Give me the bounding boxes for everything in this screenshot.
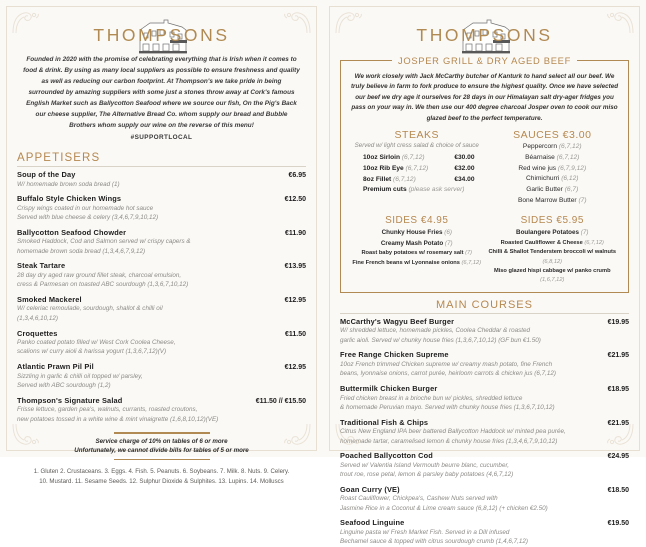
- steak-allergens: (6,7,12): [403, 164, 429, 172]
- menu-item-price: €12.95: [284, 364, 306, 372]
- side-allergens: (6,7,12): [582, 239, 604, 246]
- menu-item-price: €19.50: [607, 520, 629, 528]
- menu-item-row: [340, 350, 629, 359]
- main-courses-list: [340, 317, 629, 547]
- appetisers-list: [17, 170, 306, 424]
- sauce-allergens: (6,7): [562, 185, 579, 193]
- sauce-name: Peppercorn: [522, 143, 558, 151]
- sauces-list: [485, 142, 621, 206]
- sauces-column: [485, 129, 621, 206]
- sides-right-column: [485, 211, 621, 286]
- note-divider-bottom: [114, 459, 210, 461]
- note-divider-top: [114, 432, 210, 434]
- josper-description: We work closely with Jack McCarthy butcher of Kanturk to hand select all our beef. We truly believe in farm to fork produce to ensure the highest quality. Once we have selected our beef we dry age it ourselves for 28 days in our Himalayan salt dry-ager fridges you pass on your way in. We then use our 400 degree charcoal Josper oven to cook our miso glazed beef to the perfect temperature.: [350, 73, 619, 122]
- appetisers-divider: [17, 166, 306, 167]
- menu-item: [17, 194, 306, 222]
- menu-item-name: Poached Ballycotton Cod: [340, 451, 433, 461]
- steaks-subheading: Served w/ light cress salad & choice of sauce: [354, 142, 479, 150]
- intro-paragraph: [17, 54, 306, 143]
- sauce-allergens: (6,12): [559, 175, 579, 183]
- menu-item-price: €19.95: [607, 318, 629, 326]
- menu-item-description: Frisse lettuce, garden pea's, walnuts, currants, roasted croutons, new potatoes tossed in a white wine & mint vinaigrette (1,6,8,10,12)(VE): [17, 406, 219, 423]
- menu-item-price: €21.95: [607, 352, 629, 360]
- josper-title-row: [341, 55, 628, 66]
- side-row: [485, 267, 621, 286]
- menu-item: [340, 350, 629, 378]
- service-charge-note: Service charge of 10% on tables of 6 or more: [95, 437, 228, 445]
- intro-text: Founded in 2020 with the promise of celebrating everything that is Irish when it comes to food & drink. By using as many local suppliers as possible to ensure freshness and quality as well as reducing our carbon footprint. At Thompson's we take pride in being surrounded by amazing suppliers with some just a stones throw away at Cork's famous English Market such as Ballycotton Seafood where we source our fish, On the Pig's Back our cheese supplier, The Alternative Bread Co. whom supply our bread and Bubble Brothers whom supply our wine on the reverse of this menu!: [23, 56, 300, 130]
- menu-item-name: Thompson's Signature Salad: [17, 395, 123, 405]
- sauce-name: Chimichurri: [526, 175, 560, 183]
- menu-item-name: Soup of the Day: [17, 170, 76, 180]
- side-row: [485, 228, 621, 238]
- side-allergens: (6,7,12): [459, 259, 482, 266]
- josper-grill-panel: [340, 55, 629, 293]
- menu-item-row: [17, 295, 306, 304]
- menu-item: [17, 228, 306, 256]
- steak-name: Premium cuts (please ask server): [363, 186, 465, 194]
- menu-item-name: McCarthy's Wagyu Beef Burger: [340, 316, 455, 326]
- menu-item-row: [17, 170, 306, 179]
- menu-item-price: €11.50: [284, 330, 306, 338]
- allergen-line-1: 1. Gluten 2. Crustaceans. 3. Eggs. 4. Fish. 5. Peanuts. 6. Soybeans. 7. Milk. 8. Nuts. 9. Celery.: [33, 468, 290, 476]
- sauce-name: Bone Marrow Butter: [517, 196, 577, 204]
- menu-item-price: €6.95: [288, 172, 306, 180]
- steaks-column: [349, 129, 485, 206]
- side-name: Chunky House Fries: [381, 229, 443, 237]
- service-note-block: [17, 432, 306, 460]
- sides-right-heading: SIDES €5.95: [520, 215, 584, 227]
- steak-price: €30.00: [454, 154, 475, 162]
- sides-left-list: [349, 228, 485, 268]
- steaks-list: [349, 153, 485, 196]
- sauce-name: Béarnaise: [525, 153, 555, 161]
- side-allergens: (7): [463, 250, 473, 257]
- steak-row: [349, 153, 485, 164]
- steak-row: [349, 175, 485, 186]
- menu-item-row: [340, 485, 629, 494]
- steak-row: [349, 164, 485, 175]
- menu-item-price: €18.50: [607, 486, 629, 494]
- allergen-line-2: 10. Mustard. 11. Sesame Seeds. 12. Sulphur Dioxide & Sulphites. 13. Lupins. 14. Molluscs: [39, 478, 284, 486]
- menu-item-row: [17, 329, 306, 338]
- menu-item-name: Traditional Fish & Chips: [340, 417, 429, 427]
- menu-item-description: W/ shredded lettuce, homemade pickles, Coolea Cheddar & roasted garlic aioli. Served w/ chunky house fries (1,3,6,7,10,12) (GF bun €1.50): [340, 327, 541, 344]
- brand-logo: [340, 15, 629, 55]
- allergen-legend: [17, 467, 306, 487]
- menu-item-row: [17, 261, 306, 270]
- menu-item-description: 28 day dry aged raw ground fillet steak, charcoal emulsion, cress & Parmesan on toasted ABC sourdough (1,3,6,7,10,12): [17, 271, 189, 289]
- main-courses-heading: MAIN COURSES: [436, 298, 533, 311]
- side-row: [349, 249, 485, 258]
- sides-columns: [349, 211, 620, 286]
- side-name: Roasted Cauliflower & Cheese: [500, 239, 583, 246]
- menu-item: [340, 418, 629, 446]
- menu-item-description: W/ celeriac remoulade, sourdough, shallot & chilli oil (1,3,4,6,10,12): [17, 305, 163, 322]
- sauce-row: [485, 164, 621, 175]
- menu-item-row: [17, 228, 306, 237]
- side-allergens: (7): [579, 229, 589, 237]
- main-courses-divider: [340, 313, 629, 314]
- menu-item-description: Panko coated potato filled w/ West Cork Coolea Cheese, scalions w/ curry aioli & harissa yogurt (1,3,6,7,12)(V): [17, 339, 176, 356]
- sides-left-column: [349, 211, 485, 286]
- menu-item-price: €12.95: [284, 296, 306, 304]
- menu-item-name: Buttermilk Chicken Burger: [340, 384, 438, 394]
- side-row: [349, 239, 485, 249]
- menu-item: [340, 384, 629, 412]
- menu-item-description: Sizzling in garlic & chilli oil topped w/ parsley, Served with ABC sourdough (1,2): [17, 372, 143, 389]
- menu-item: [340, 518, 629, 546]
- sides-right-list: [485, 228, 621, 286]
- sauce-row: [485, 174, 621, 185]
- menu-item-price: €13.95: [284, 263, 306, 271]
- sauce-name: Red wine jus: [518, 164, 557, 172]
- menu-item-name: Free Range Chicken Supreme: [340, 350, 449, 360]
- menu-item-row: [340, 317, 629, 326]
- menu-item-description: 10oz French trimmed Chicken supreme w/ creamy mash potato, fine French beans, lyonnaise onions, carrot purée, heirloom carrots & chicken jus (6,7,12): [340, 360, 556, 378]
- sauces-heading: SAUCES €3.00: [513, 129, 592, 142]
- steak-name: 10oz Rib Eye (6,7,12): [363, 164, 429, 172]
- steak-price: €32.00: [454, 164, 475, 172]
- sauce-allergens: (6,7,9,12): [556, 164, 587, 172]
- side-allergens: (6,8,12): [542, 258, 563, 265]
- menu-item-description: Citrus New England IPA beer battered Ballycotton Haddock w/ minted pea purée, homemade tartar, caramelised lemon & chunky house fries (1,3,4,6,7,9,10,12): [340, 428, 566, 445]
- menu-item-row: [340, 451, 629, 460]
- menu-item-name: Ballycotton Seafood Chowder: [17, 227, 127, 237]
- side-row: [349, 259, 485, 268]
- steak-price: €34.00: [454, 175, 475, 183]
- brand-logo: [17, 15, 306, 55]
- menu-item: [340, 451, 629, 479]
- menu-item-name: Smoked Mackerel: [17, 294, 82, 304]
- menu-item-price: €21.95: [607, 419, 629, 427]
- appetisers-heading: APPETISERS: [17, 152, 101, 165]
- menu-item-name: Seafood Linguine: [340, 518, 405, 528]
- sauce-row: [485, 196, 621, 207]
- menu-item: [340, 317, 629, 345]
- side-name: Chilli & Shallot Tenderstem broccoli w/ walnuts: [488, 249, 617, 256]
- brand-name: THOMPSONS: [93, 25, 230, 45]
- menu-item-description: W/ homemade brown soda bread (1): [17, 180, 120, 188]
- sauce-allergens: (7): [576, 196, 587, 204]
- menu-item-price: €18.95: [607, 386, 629, 394]
- side-allergens: (1,6,7,12): [540, 277, 565, 284]
- side-row: [349, 228, 485, 238]
- sauce-row: [485, 185, 621, 196]
- menu-item: [17, 295, 306, 323]
- sauce-row: [485, 142, 621, 153]
- menu-item-row: [17, 194, 306, 203]
- side-row: [485, 239, 621, 248]
- menu-item: [17, 261, 306, 289]
- left-menu-page: [0, 0, 323, 486]
- menu-item-row: [340, 518, 629, 527]
- menu-item-description: Served w/ Valentia Island Vermouth beurre blanc, cucumber, trout roe, rose petal, lemon & parsley baby potatoes (4,6,7,12): [340, 461, 514, 479]
- menu-item-price: €11.50 // €15.50: [255, 397, 306, 405]
- menu-item-name: Croquettes: [17, 328, 58, 338]
- steak-allergens: (please ask server): [406, 186, 465, 194]
- side-name: Boulangere Potatoes: [516, 229, 580, 237]
- sauce-row: [485, 153, 621, 164]
- side-name: Fine French beans w/ Lyonnaise onions: [352, 259, 460, 266]
- menu-item-row: [340, 384, 629, 393]
- josper-heading: JOSPER GRILL & DRY AGED BEEF: [392, 55, 577, 66]
- menu-item-description: Linguine pasta w/ Fresh Market Fish. Served in a Dill infused Bechamel sauce & topped with citrus sourdough crumb (1,4,6,7,12): [340, 528, 528, 546]
- menu-item-description: Fried chicken breast in a brioche bun w/ pickles, shredded lettuce & homemade Peruvian mayo. Served with chunky house fries (1,3,6,7,10,12): [340, 394, 555, 411]
- menu-item: [340, 485, 629, 513]
- menu-item: [17, 396, 306, 424]
- steaks-heading: STEAKS: [394, 129, 439, 142]
- sides-left-heading: SIDES €4.95: [385, 215, 449, 227]
- menu-item-description: Roast Cauliflower, Chickpea's, Cashew Nuts served with Jasmine Rice in a Coconut & Lime cream sauce (6,8,12) (+ chicken €2.50): [340, 495, 548, 512]
- title-rule-right: [582, 60, 616, 61]
- steaks-and-sauces-columns: [349, 129, 620, 206]
- menu-item-name: Steak Tartare: [17, 261, 66, 271]
- side-allergens: (7): [443, 239, 453, 247]
- right-page-frame: [329, 6, 640, 546]
- brand-name: THOMPSONS: [416, 25, 553, 45]
- sauce-name: Garlic Butter: [526, 185, 563, 193]
- menu-item-name: Goan Curry (VE): [340, 484, 400, 494]
- menu-item: [17, 170, 306, 189]
- menu-item-description: Crispy wings coated in our homemade hot sauce Served with blue cheese & celery (3,4,6,7,9,10,12): [17, 204, 159, 222]
- side-row: [485, 248, 621, 267]
- side-name: Roast baby potatoes w/ rosemary salt: [361, 250, 464, 257]
- steak-name: 10oz Sirloin (6,7,12): [363, 154, 425, 162]
- right-menu-page: [323, 0, 646, 546]
- steak-row: [349, 185, 485, 196]
- side-name: Miso glazed hispi cabbage w/ panko crumb: [493, 268, 611, 275]
- steak-allergens: (6,7,12): [391, 175, 416, 183]
- left-page-frame: [6, 6, 317, 486]
- menu-item-row: [17, 396, 306, 405]
- menu-item-row: [340, 418, 629, 427]
- title-rule-left: [353, 60, 387, 61]
- menu-item: [17, 329, 306, 357]
- steak-allergens: (6,7,12): [400, 154, 425, 162]
- menu-item-name: Buffalo Style Chicken Wings: [17, 194, 122, 204]
- menu-item-description: Smoked Haddock, Cod and Salmon served w/ crispy capers & homemade brown soda bread (1,3,4,6,7,9,12): [17, 238, 191, 255]
- menu-item-price: €11.90: [284, 229, 306, 237]
- sauce-allergens: (6,7,12): [557, 143, 582, 151]
- bill-split-note: Unfortunately, we cannot divide bills for tables of 5 or more: [74, 447, 249, 455]
- steak-name: 8oz Fillet (6,7,12): [363, 175, 416, 183]
- side-name: Creamy Mash Potato: [380, 239, 444, 247]
- support-local-hashtag: #SUPPORTLOCAL: [130, 134, 193, 142]
- side-allergens: (6): [442, 229, 452, 237]
- sauce-allergens: (6,7,12): [554, 153, 580, 161]
- menu-item-name: Atlantic Prawn Pil Pil: [17, 362, 94, 372]
- menu-item-price: €12.50: [284, 196, 306, 204]
- menu-item-price: €24.95: [607, 453, 629, 461]
- menu-item-row: [17, 362, 306, 371]
- menu-item: [17, 362, 306, 390]
